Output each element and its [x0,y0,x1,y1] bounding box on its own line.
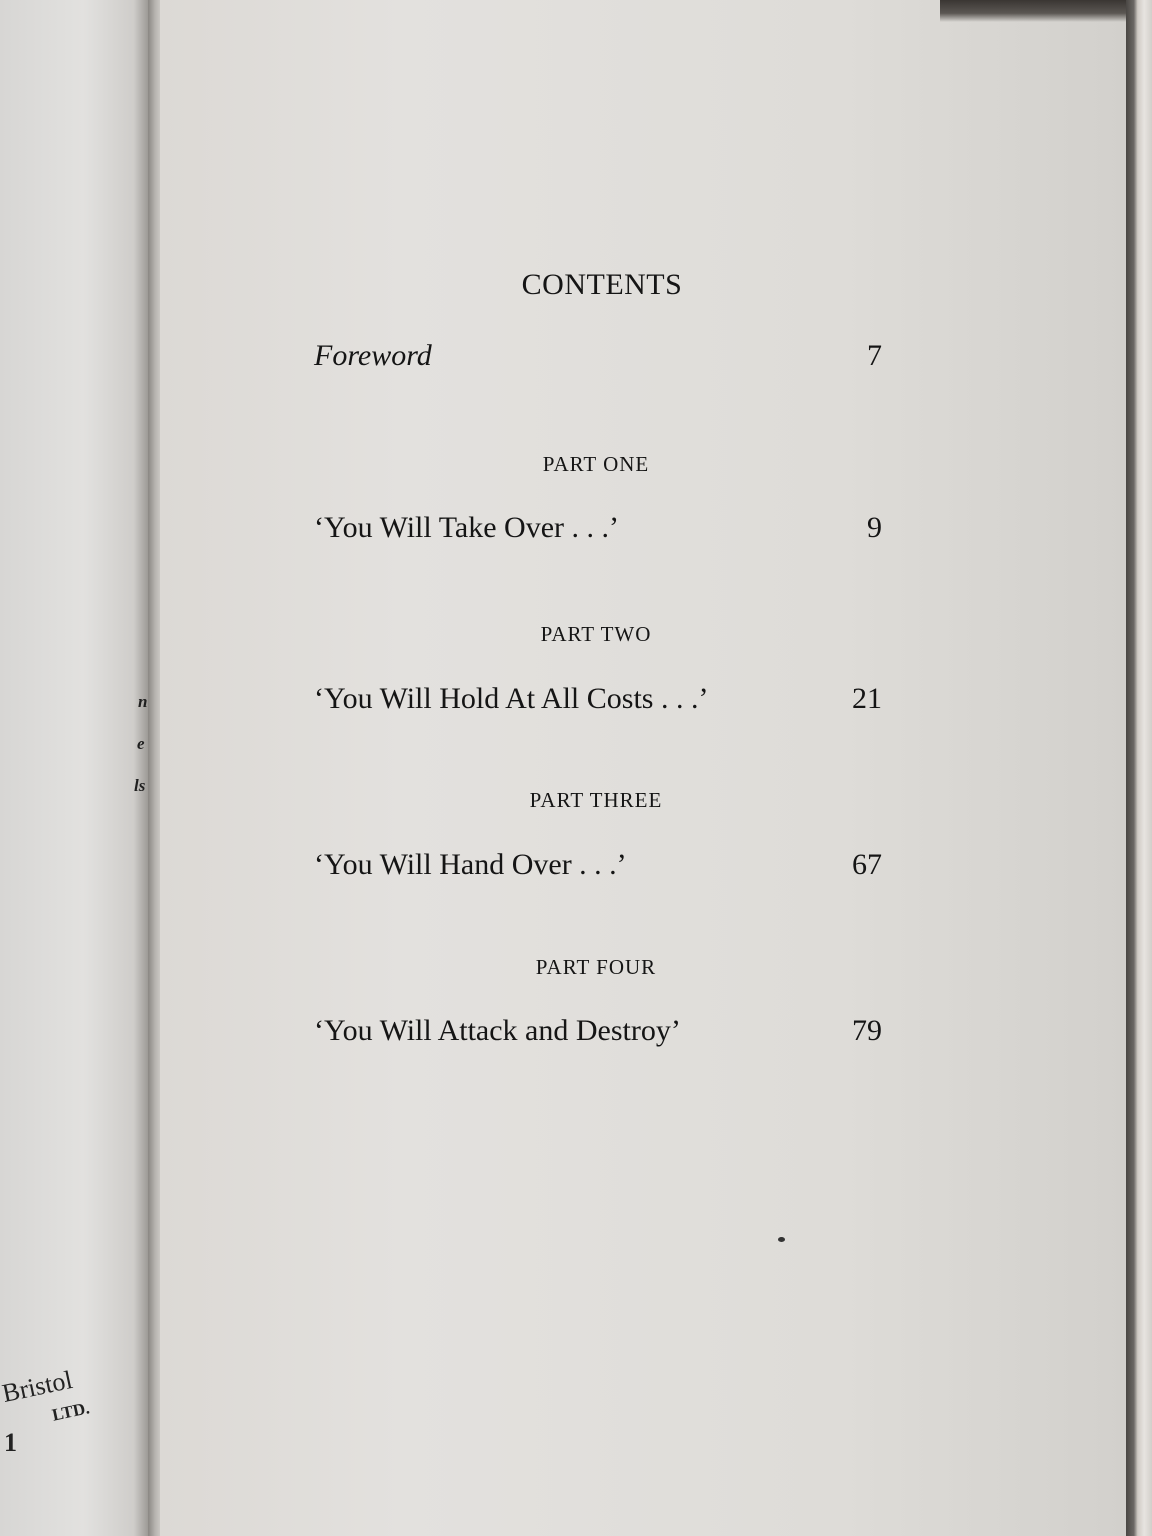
imprint-ltd: LTD. [50,1398,92,1425]
foreword-page-number: 7 [867,339,882,372]
part-four-title: ‘You Will Attack and Destroy’ [314,1014,681,1047]
ink-speck [778,1237,785,1242]
part-one-label: PART ONE [542,452,650,476]
part-three-label: PART THREE [529,788,663,812]
foreword-title: Foreword [314,339,432,372]
part-one-title: ‘You Will Take Over . . .’ [314,511,620,544]
left-page-fragment: e [137,734,145,753]
part-four-label: PART FOUR [535,955,657,979]
part-two-title: ‘You Will Hold At All Costs . . .’ [314,682,709,715]
previous-page [0,0,152,1536]
part-one-page-number: 9 [867,511,882,544]
contents-page [160,0,1130,1536]
part-two-label: PART TWO [540,622,652,646]
part-four-page-number: 79 [852,1014,882,1047]
part-three-title: ‘You Will Hand Over . . .’ [314,848,627,881]
cover-edge-top [940,0,1152,22]
cover-board-edge [1126,0,1152,1536]
contents-heading: CONTENTS [521,268,683,301]
imprint-city: Bristol [0,1364,75,1409]
part-two-page-number: 21 [852,682,882,715]
left-page-fragment: ls [134,776,146,795]
imprint-digit: 1 [4,1428,17,1457]
left-page-fragment: n [138,692,148,711]
part-three-page-number: 67 [852,848,882,881]
